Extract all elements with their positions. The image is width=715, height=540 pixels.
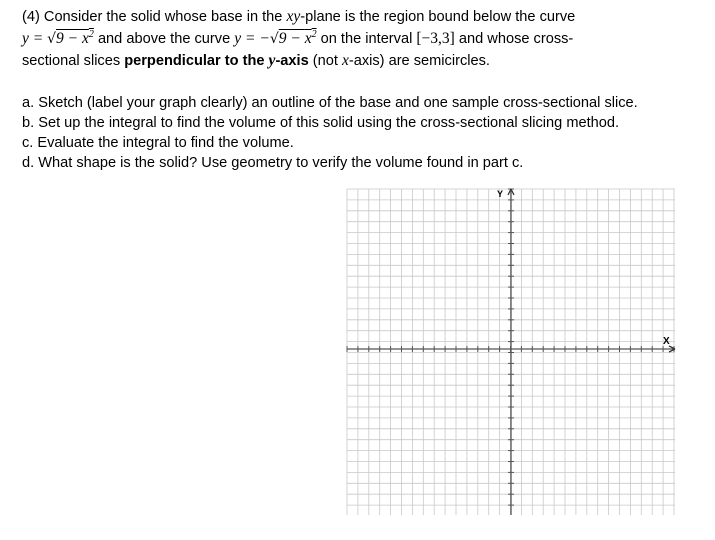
problem-line-2: $y = √9 - x^2$ and above the curve $y = -√9 - x^2$ on the interval [−3,3] and whose cross-: [22, 29, 574, 47]
part-c: c. Evaluate the integral to find the volume.: [22, 135, 294, 151]
part-a: a. Sketch (label your graph clearly) an outline of the base and one sample cross-sectional slice.: [22, 95, 638, 111]
curve-lower: $y = -√9 - x^2$: [234, 29, 317, 47]
part-b: b. Set up the integral to find the volume of this solid using the cross-sectional slicing method.: [22, 115, 620, 131]
problem-line-3: sectional slices perpendicular to the y-axis (not x-axis) are semicircles.: [22, 52, 490, 69]
part-d: d. What shape is the solid? Use geometry to verify the volume found in part c.: [22, 155, 524, 171]
curve-upper: $y = √9 - x^2$: [22, 29, 94, 47]
x-axis-label: X: [663, 336, 670, 347]
y-axis-label: Y: [497, 189, 504, 199]
problem-number: (4): [22, 9, 40, 25]
interval: [−3,3]: [416, 30, 455, 47]
problem-line-1: (4) Consider the solid whose base in the xy-plane is the region bound below the curve: [22, 8, 576, 25]
